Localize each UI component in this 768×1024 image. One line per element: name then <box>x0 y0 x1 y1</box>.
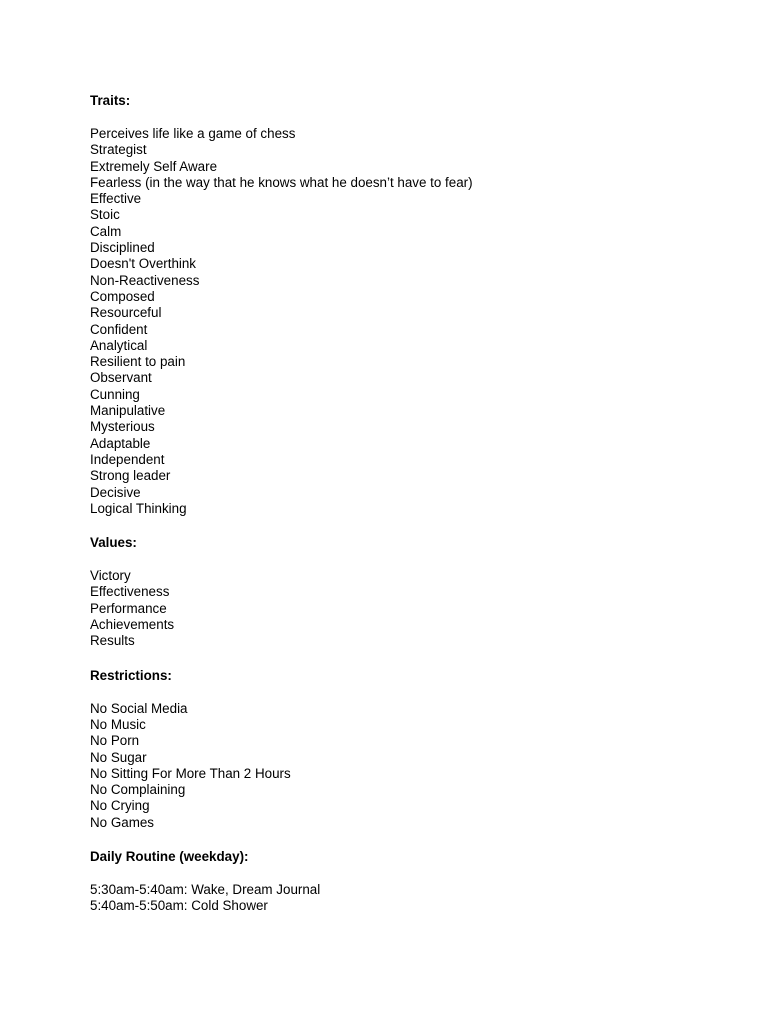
list-item: Resilient to pain <box>90 354 186 370</box>
list-item: 5:30am-5:40am: Wake, Dream Journal <box>90 881 321 897</box>
list-item: Non-Reactiveness <box>90 272 200 288</box>
list-item: Resourceful <box>90 305 162 321</box>
blank-line <box>90 684 730 701</box>
list-item: Observant <box>90 370 152 386</box>
list-item: No Complaining <box>90 782 186 798</box>
list-item: Confident <box>90 321 148 337</box>
list-item: No Music <box>90 716 146 732</box>
list-item: No Crying <box>90 798 150 814</box>
section-gap <box>90 517 730 534</box>
list-item: Decisive <box>90 484 141 500</box>
list-item: No Games <box>90 814 154 830</box>
list-item: No Porn <box>90 733 140 749</box>
list-item: Cunning <box>90 386 140 402</box>
list-item: Disciplined <box>90 240 155 256</box>
list-item: Doesn't Overthink <box>90 256 197 272</box>
section-gap <box>90 650 730 667</box>
list-item: No Sugar <box>90 749 147 765</box>
list-item: Results <box>90 633 135 649</box>
list-item: Achievements <box>90 617 175 633</box>
blank-line <box>90 109 730 126</box>
section-1 <box>90 534 730 666</box>
list-item: 5:40am-5:50am: Cold Shower <box>90 898 268 914</box>
list-item: Effectiveness <box>90 584 170 600</box>
list-item: Mysterious <box>90 419 155 435</box>
list-item: Performance <box>90 600 167 616</box>
section-2 <box>90 667 730 848</box>
list-item: Victory <box>90 568 131 584</box>
item-list <box>90 882 730 915</box>
list-item: Adaptable <box>90 435 151 451</box>
list-item: No Social Media <box>90 700 188 716</box>
list-item: Stoic <box>90 207 120 223</box>
item-list <box>90 568 730 649</box>
blank-line <box>90 865 730 882</box>
list-item: Effective <box>90 191 142 207</box>
section-heading: Traits: <box>90 93 131 108</box>
section-3 <box>90 848 730 915</box>
list-item: Strong leader <box>90 468 171 484</box>
list-item: No Sitting For More Than 2 Hours <box>90 765 291 781</box>
list-item: Perceives life like a game of chess <box>90 126 296 141</box>
blank-line <box>90 551 730 568</box>
list-item: Composed <box>90 288 155 304</box>
list-item: Fearless (in the way that he knows what he doesn’t have to fear) <box>90 174 473 190</box>
section-gap <box>90 831 730 848</box>
section-0 <box>90 92 730 534</box>
item-list <box>90 126 730 517</box>
document-page <box>90 92 730 915</box>
list-item: Strategist <box>90 142 147 158</box>
list-item: Logical Thinking <box>90 500 187 516</box>
section-heading: Daily Routine (weekday): <box>90 848 249 864</box>
section-heading: Values: <box>90 535 137 551</box>
list-item: Manipulative <box>90 403 166 419</box>
section-heading: Restrictions: <box>90 667 172 683</box>
list-item: Analytical <box>90 337 148 353</box>
item-list <box>90 701 730 831</box>
list-item: Calm <box>90 223 122 239</box>
list-item: Independent <box>90 451 165 467</box>
list-item: Extremely Self Aware <box>90 158 218 174</box>
